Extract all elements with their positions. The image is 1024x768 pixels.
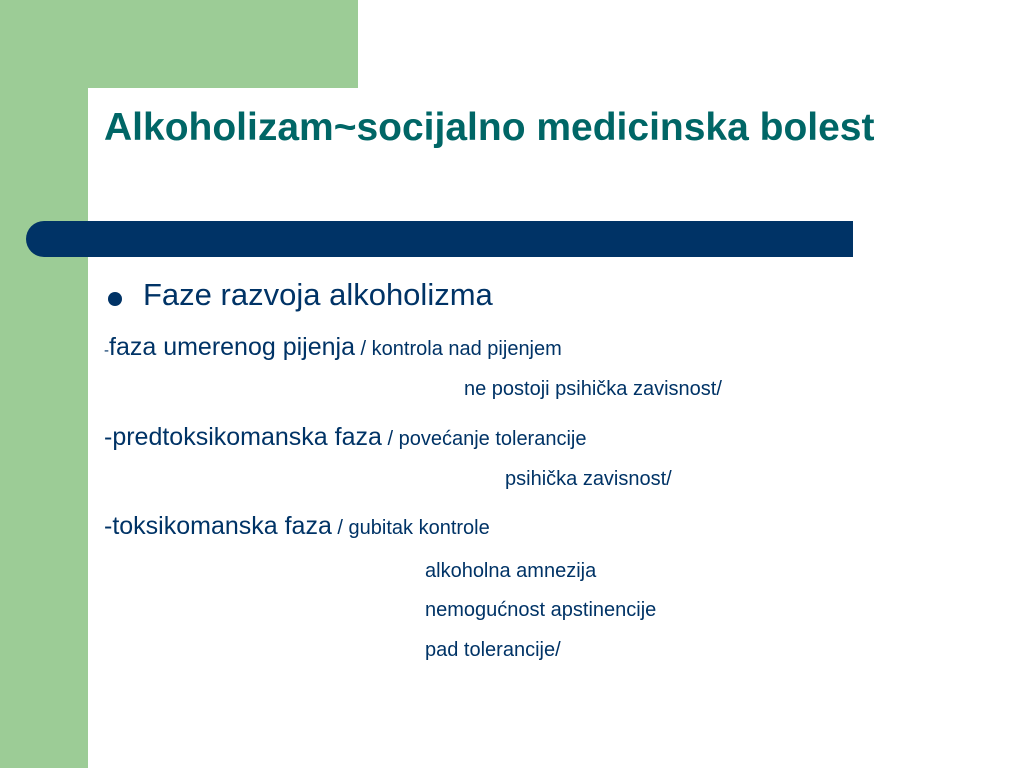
- phase-3-name: -toksikomanska faza: [104, 512, 332, 540]
- phase-1-detail: / kontrola nad pijenjem: [355, 338, 562, 360]
- bullet-heading: Faze razvoja alkoholizma: [143, 277, 493, 312]
- phase-3-line: [104, 512, 490, 541]
- slide-title: Alkoholizam~socijalno medicinska bolest: [104, 106, 875, 149]
- phase-1-dash: -: [104, 342, 109, 359]
- phase-1-name: faza umerenog pijenja: [109, 333, 355, 361]
- bullet-dot-icon: [108, 292, 122, 306]
- phase-2-name: -predtoksikomanska faza: [104, 423, 382, 451]
- phase-1-detail-2: ne postoji psihička zavisnost/: [464, 378, 722, 400]
- phase-2-line: [104, 423, 586, 452]
- phase-3-detail: / gubitak kontrole: [331, 517, 490, 539]
- phase-3-detail-3: nemogućnost apstinencije: [425, 599, 657, 621]
- phase-3-detail-4: pad tolerancije/: [425, 639, 561, 661]
- phase-1-line: [104, 333, 562, 362]
- phase-2-detail: / povećanje tolerancije: [381, 428, 587, 450]
- phase-3-detail-2: alkoholna amnezija: [425, 560, 597, 582]
- phase-2-detail-2: psihička zavisnost/: [505, 468, 672, 490]
